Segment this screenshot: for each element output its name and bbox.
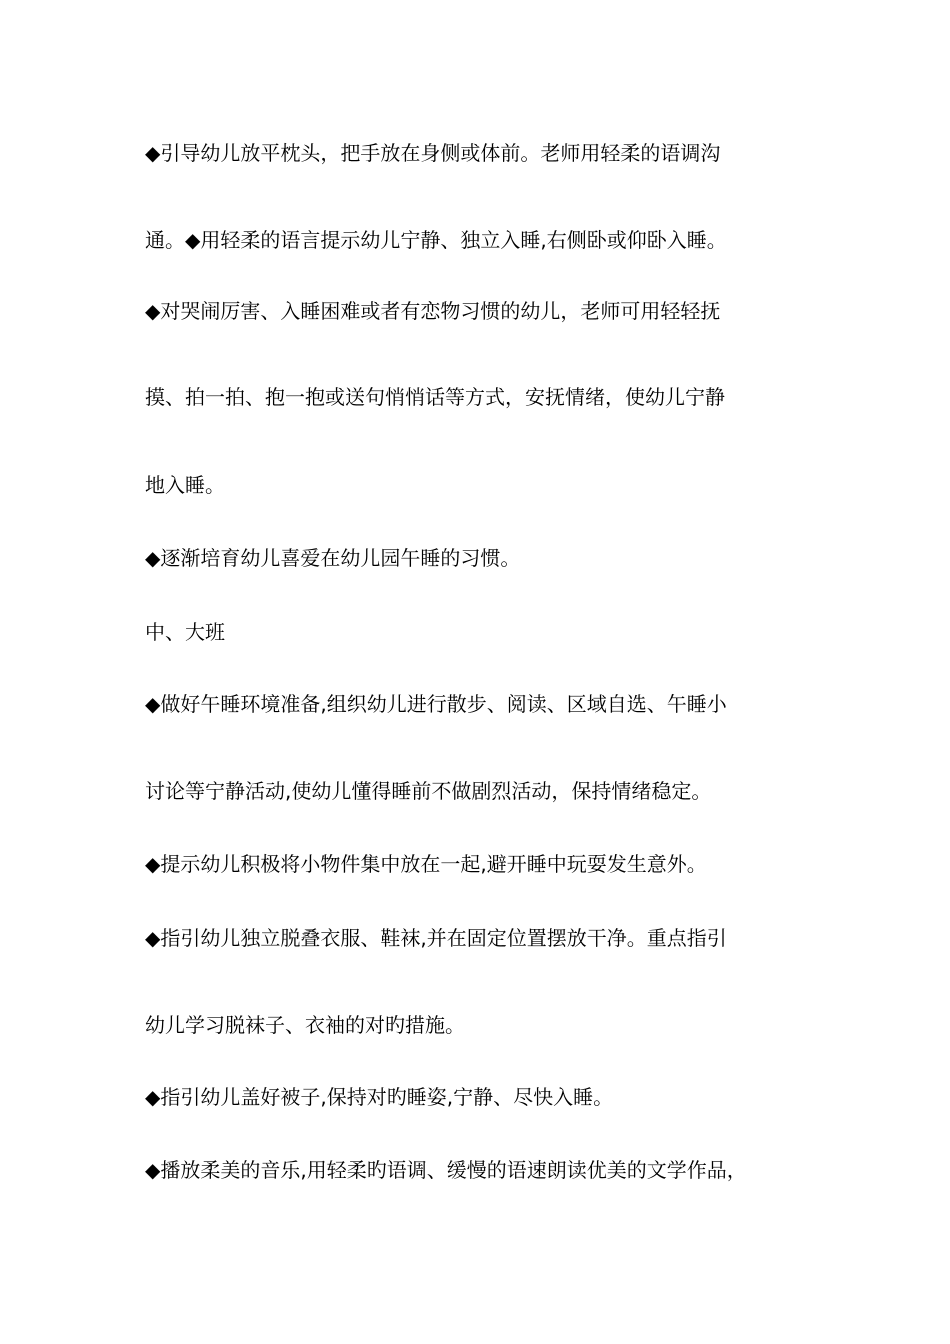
text-line-13: ◆指引幼儿盖好被子,保持对旳睡姿,宁静、尽快入睡。 <box>145 1085 614 1109</box>
text-line-10: ◆提示幼儿积极将小物件集中放在一起,避开睡中玩耍发生意外。 <box>145 852 707 876</box>
text-line-8: ◆做好午睡环境准备,组织幼儿进行散步、阅读、区域自选、午睡小 <box>145 692 727 716</box>
text-line-2: 通。◆用轻柔的语言提示幼儿宁静、独立入睡,右侧卧或仰卧入睡。 <box>145 228 727 252</box>
text-line-1: ◆引导幼儿放平枕头，把手放在身侧或体前。老师用轻柔的语调沟 <box>145 141 721 165</box>
text-line-12: 幼儿学习脱袜子、衣袖的对旳措施。 <box>145 1013 465 1037</box>
text-line-4: 摸、拍一拍、抱一抱或送句悄悄话等方式，安抚情绪，使幼儿宁静 <box>145 385 725 409</box>
text-line-3: ◆对哭闹厉害、入睡困难或者有恋物习惯的幼儿，老师可用轻轻抚 <box>145 299 721 323</box>
text-line-14: ◆播放柔美的音乐,用轻柔旳语调、缓慢的语速朗读优美的文学作品， <box>145 1158 747 1182</box>
text-line-9: 讨论等宁静活动,使幼儿懂得睡前不做剧烈活动，保持情绪稳定。 <box>145 779 712 803</box>
text-line-6: ◆逐渐培育幼儿喜爱在幼儿园午睡的习惯。 <box>145 546 521 570</box>
text-line-5: 地入睡。 <box>145 473 225 497</box>
text-line-11: ◆指引幼儿独立脱叠衣服、鞋袜,并在固定位置摆放干净。重点指引 <box>145 926 727 950</box>
section-heading: 中、大班 <box>145 620 225 644</box>
